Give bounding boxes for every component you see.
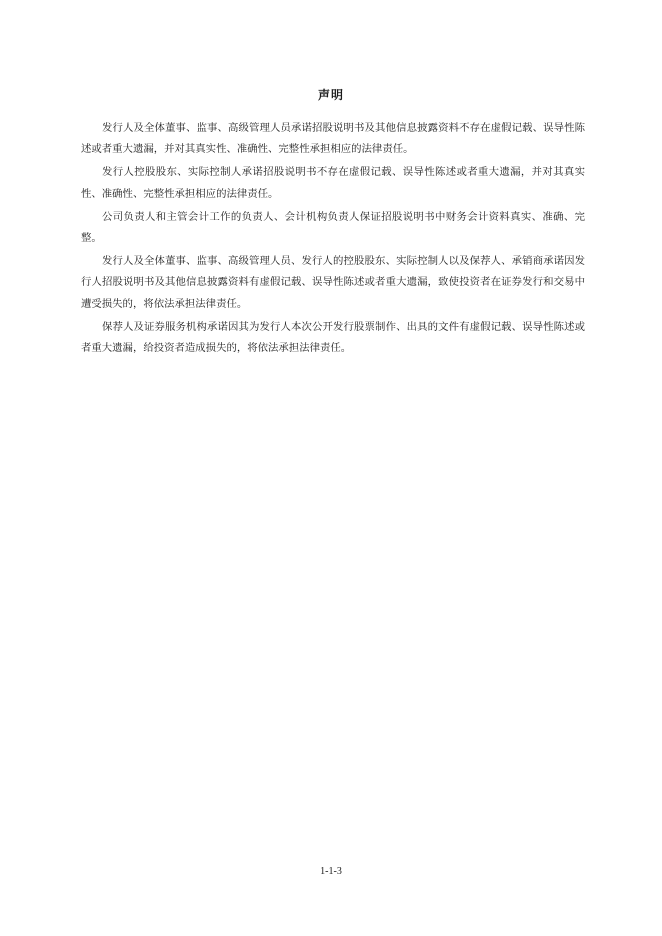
- declaration-body: [81, 118, 585, 361]
- paragraph-sponsor-liability: 保荐人及证券服务机构承诺因其为发行人本次公开发行股票制作、出具的文件有虚假记载、误导性陈述或者重大遗漏，给投资者造成损失的，将依法承担法律责任。: [81, 320, 585, 355]
- page-number: 1-1-3: [320, 866, 342, 877]
- paragraph-joint-liability: 发行人及全体董事、监事、高级管理人员、发行人的控股股东、实际控制人以及保荐人、承销商承诺因发行人招股说明书及其他信息披露资料有虚假记载、误导性陈述或者重大遗漏，致使投资者在证券发行和交易中遭受损失的，将依法承担法律责任。: [81, 255, 585, 310]
- page-title: 声明: [317, 88, 344, 102]
- paragraph-controlling-shareholder: 发行人控股股东、实际控制人承诺招股说明书不存在虚假记载、误导性陈述或者重大遗漏，并对其真实性、准确性、完整性承担相应的法律责任。: [81, 166, 585, 200]
- paragraph-issuer-directors: 发行人及全体董事、监事、高级管理人员承诺招股说明书及其他信息披露资料不存在虚假记载、误导性陈述或者重大遗漏，并对其真实性、准确性、完整性承担相应的法律责任。: [81, 122, 585, 156]
- paragraph-accounting-officers: 公司负责人和主管会计工作的负责人、会计机构负责人保证招股说明书中财务会计资料真实、准确、完整。: [81, 210, 585, 245]
